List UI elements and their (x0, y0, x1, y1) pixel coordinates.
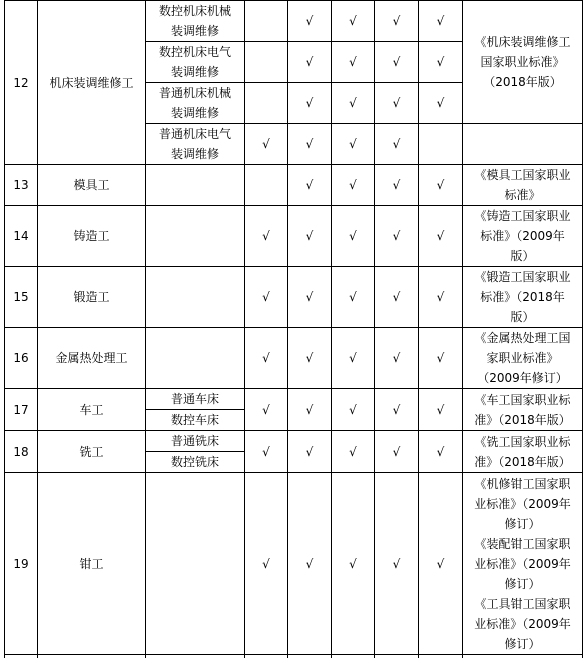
occupation-name: 铣工 (38, 431, 146, 473)
standard-text: 《工具钳工国家职 业标准》（2009年 修订） (474, 596, 571, 651)
level-check-cell (288, 267, 332, 328)
check-mark: √ (392, 96, 401, 110)
standard-text: 《车工国家职业标 准》（2018年版） (474, 392, 571, 427)
level-check-cell (375, 389, 419, 431)
sub-direction: 数控车床 (146, 410, 245, 431)
check-mark: √ (305, 402, 314, 417)
level-check-cell (332, 1, 375, 42)
continued-cell (375, 655, 419, 658)
level-check-cell (332, 124, 375, 165)
level-check-cell (245, 124, 288, 165)
row-number: 17 (5, 389, 38, 431)
standard-cell (463, 206, 583, 267)
check-mark: √ (436, 444, 445, 459)
row-number: 13 (5, 165, 38, 206)
level-check-cell (245, 328, 288, 389)
row-number: 16 (5, 328, 38, 389)
check-mark: √ (305, 14, 314, 28)
level-check-cell (245, 267, 288, 328)
occupation-name: 模具工 (38, 165, 146, 206)
sub-direction: 数控机床机械 装调维修 (146, 1, 245, 42)
check-mark: √ (349, 55, 357, 69)
check-mark: √ (349, 556, 357, 571)
standard-text: 《机床装调维修工 国家职业标准》 （2018年版） (474, 35, 571, 89)
level-check-cell (288, 124, 332, 165)
level-check-cell (245, 83, 288, 124)
level-check-cell (332, 165, 375, 206)
check-mark: √ (262, 137, 270, 151)
check-mark: √ (349, 444, 357, 459)
sub-direction: 普通铣床 (146, 431, 245, 452)
sub-direction (146, 267, 245, 328)
level-check-cell (419, 124, 463, 165)
level-check-cell (245, 42, 288, 83)
continued-cell (332, 655, 375, 658)
standard-cell (463, 328, 583, 389)
check-mark: √ (392, 444, 401, 459)
level-check-cell (419, 431, 463, 473)
level-check-cell (332, 42, 375, 83)
occupation-name: 机床装调维修工 (38, 1, 146, 165)
sub-direction: 普通机床电气 装调维修 (146, 124, 245, 165)
level-check-cell (375, 1, 419, 42)
check-mark: √ (436, 55, 445, 69)
standard-text: 《铸造工国家职业 标准》（2009年 版） (474, 209, 571, 263)
check-mark: √ (349, 290, 357, 304)
standard-cell (463, 1, 583, 124)
continued-cell (245, 655, 288, 658)
check-mark: √ (349, 178, 357, 192)
level-check-cell (245, 431, 288, 473)
standard-text: 《机修钳工国家职 业标准》（2009年 修订） (474, 476, 571, 531)
standard-text: 《锻造工国家职业 标准》（2018年 版） (474, 270, 571, 324)
table-row (5, 473, 583, 655)
standard-text: 《装配钳工国家职 业标准》（2009年 修订） (474, 536, 571, 591)
row-number: 12 (5, 1, 38, 165)
sub-direction (146, 206, 245, 267)
check-mark: √ (392, 137, 401, 151)
level-check-cell (332, 473, 375, 655)
level-check-cell (332, 431, 375, 473)
level-check-cell (419, 165, 463, 206)
check-mark: √ (392, 14, 401, 28)
sub-direction (146, 473, 245, 655)
level-check-cell (288, 83, 332, 124)
level-check-cell (332, 328, 375, 389)
level-check-cell (245, 1, 288, 42)
check-mark: √ (262, 402, 270, 417)
level-check-cell (375, 83, 419, 124)
sub-direction: 普通机床机械 装调维修 (146, 83, 245, 124)
level-check-cell (332, 389, 375, 431)
check-mark: √ (305, 178, 314, 192)
occupation-standards-table (4, 0, 583, 658)
continued-cell (419, 655, 463, 658)
check-mark: √ (392, 290, 401, 304)
level-check-cell (245, 206, 288, 267)
level-check-cell (419, 389, 463, 431)
level-check-cell (375, 42, 419, 83)
table-row (5, 1, 583, 42)
occupation-name: 金属热处理工 (38, 328, 146, 389)
level-check-cell (375, 206, 419, 267)
check-mark: √ (349, 96, 357, 110)
check-mark: √ (436, 96, 445, 110)
check-mark: √ (305, 96, 314, 110)
check-mark: √ (436, 351, 445, 365)
level-check-cell (332, 267, 375, 328)
check-mark: √ (436, 290, 445, 304)
occupation-name: 铸造工 (38, 206, 146, 267)
sub-direction: 数控铣床 (146, 452, 245, 473)
row-number: 15 (5, 267, 38, 328)
check-mark: √ (262, 351, 270, 365)
occupation-name: 钳工 (38, 473, 146, 655)
check-mark: √ (305, 444, 314, 459)
standard-cell (463, 431, 583, 473)
check-mark: √ (305, 290, 314, 304)
level-check-cell (245, 473, 288, 655)
level-check-cell (375, 473, 419, 655)
level-check-cell (288, 431, 332, 473)
continued-cell (146, 655, 245, 658)
check-mark: √ (349, 402, 357, 417)
level-check-cell (419, 83, 463, 124)
check-mark: √ (392, 556, 401, 571)
level-check-cell (419, 1, 463, 42)
check-mark: √ (436, 178, 445, 192)
check-mark: √ (436, 402, 445, 417)
standard-text: 《铣工国家职业标 准》（2018年版） (474, 434, 571, 469)
check-mark: √ (262, 290, 270, 304)
table-row (5, 206, 583, 267)
level-check-cell (419, 42, 463, 83)
standard-cell (463, 473, 583, 655)
level-check-cell (288, 328, 332, 389)
standard-cell (463, 165, 583, 206)
check-mark: √ (262, 229, 270, 243)
check-mark: √ (262, 444, 270, 459)
check-mark: √ (392, 229, 401, 243)
level-check-cell (288, 165, 332, 206)
sub-direction: 数控机床电气 装调维修 (146, 42, 245, 83)
standard-cell-empty (463, 124, 583, 165)
check-mark: √ (305, 229, 314, 243)
level-check-cell (288, 389, 332, 431)
check-mark: √ (436, 556, 445, 571)
occupation-name: 锻造工 (38, 267, 146, 328)
level-check-cell (419, 328, 463, 389)
sub-direction: 普通车床 (146, 389, 245, 410)
standard-cell (463, 389, 583, 431)
standard-text: 《金属热处理工国 家职业标准》 （2009年修订） (474, 331, 571, 385)
standard-cell (463, 267, 583, 328)
check-mark: √ (349, 14, 357, 28)
level-check-cell (288, 473, 332, 655)
check-mark: √ (436, 229, 445, 243)
row-number: 18 (5, 431, 38, 473)
continued-cell (38, 655, 146, 658)
level-check-cell (375, 328, 419, 389)
check-mark: √ (262, 556, 270, 571)
level-check-cell (245, 165, 288, 206)
sub-direction (146, 328, 245, 389)
level-check-cell (288, 206, 332, 267)
level-check-cell (332, 83, 375, 124)
check-mark: √ (349, 351, 357, 365)
sub-direction (146, 165, 245, 206)
check-mark: √ (305, 556, 314, 571)
check-mark: √ (305, 137, 314, 151)
table-row-continued (5, 655, 583, 658)
level-check-cell (332, 206, 375, 267)
check-mark: √ (392, 178, 401, 192)
check-mark: √ (392, 351, 401, 365)
standard-text: 《模具工国家职业 标准》 (474, 168, 571, 202)
level-check-cell (245, 389, 288, 431)
level-check-cell (375, 267, 419, 328)
check-mark: √ (392, 402, 401, 417)
level-check-cell (375, 165, 419, 206)
continued-cell (288, 655, 332, 658)
check-mark: √ (305, 55, 314, 69)
occupation-name: 车工 (38, 389, 146, 431)
check-mark: √ (349, 229, 357, 243)
level-check-cell (419, 206, 463, 267)
level-check-cell (375, 124, 419, 165)
level-check-cell (288, 42, 332, 83)
check-mark: √ (349, 137, 357, 151)
continued-cell (463, 655, 583, 658)
check-mark: √ (392, 55, 401, 69)
table-row (5, 267, 583, 328)
level-check-cell (419, 267, 463, 328)
table-row (5, 328, 583, 389)
level-check-cell (288, 1, 332, 42)
row-number: 14 (5, 206, 38, 267)
row-number: 19 (5, 473, 38, 655)
table-row (5, 389, 583, 410)
check-mark: √ (436, 14, 445, 28)
level-check-cell (419, 473, 463, 655)
table-row (5, 431, 583, 452)
level-check-cell (375, 431, 419, 473)
table-row (5, 165, 583, 206)
continued-cell (5, 655, 38, 658)
check-mark: √ (305, 351, 314, 365)
